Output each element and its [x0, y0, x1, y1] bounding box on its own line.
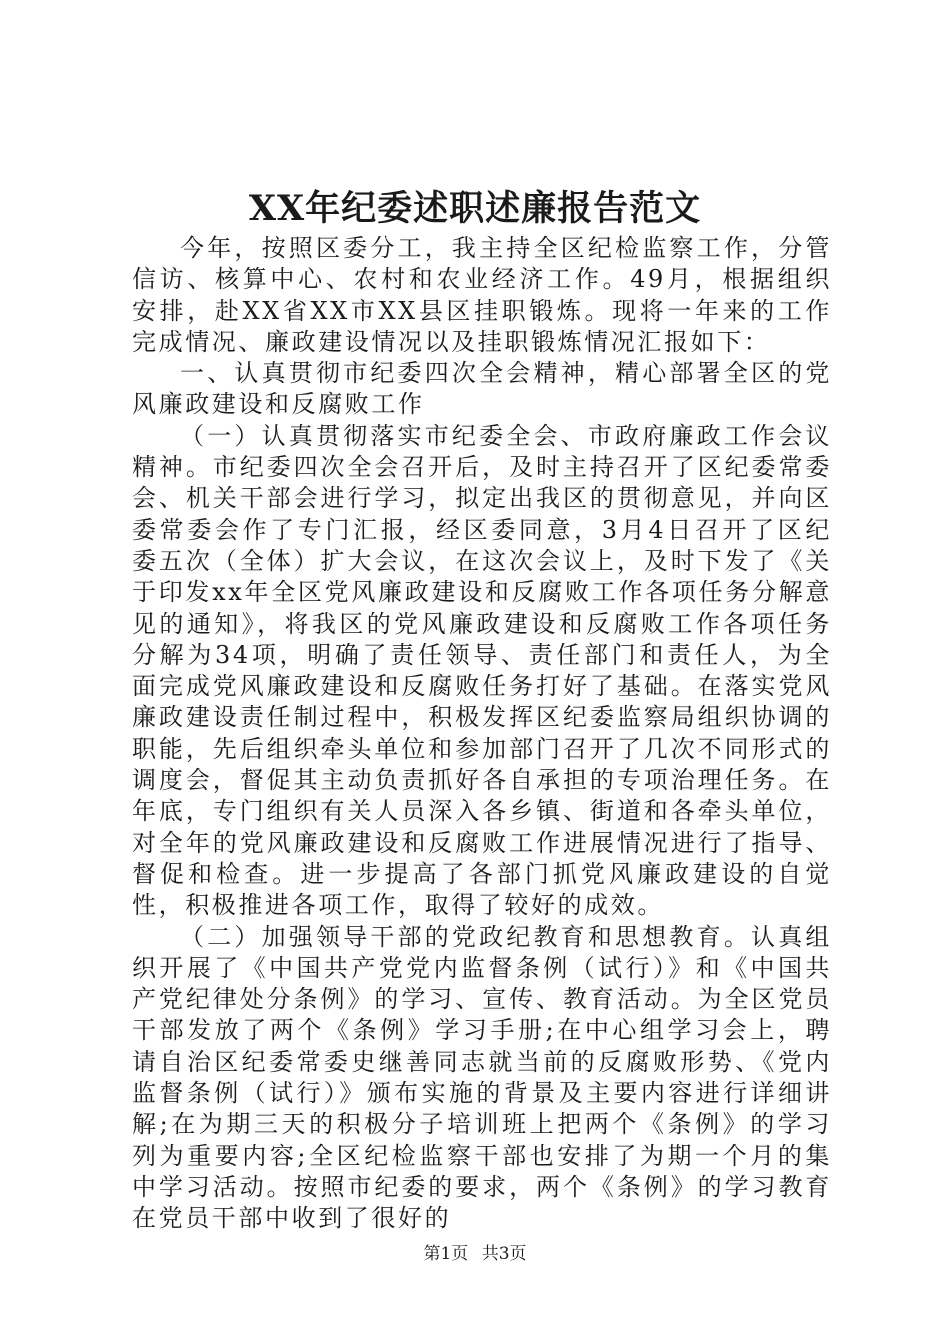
page-total: 共3页: [481, 1244, 527, 1264]
paragraph-subsection-1: （一）认真贯彻落实市纪委全会、市政府廉政工作会议精神。市纪委四次全会召开后，及时主持召开了区纪委常委会、机关干部会进行学习，拟定出我区的贯彻意见，并向区委常委会作了专门汇报，经区委同意，3月4日召开了区纪委五次（全体）扩大会议，在这次会议上，及时下发了《关于印发xx年全区党风廉政建设和反腐败工作各项任务分解意见的通知》，将我区的党风廉政建设和反腐败工作各项任务分解为34项，明确了责任领导、责任部门和责任人，为全面完成党风廉政建设和反腐败任务打好了基础。在落实党风廉政建设责任制过程中，积极发挥区纪委监察局组织协调的职能，先后组织牵头单位和参加部门召开了几次不同形式的调度会，督促其主动负责抓好各自承担的专项治理任务。在年底，专门组织有关人员深入各乡镇、街道和各牵头单位，对全年的党风廉政建设和反腐败工作进展情况进行了指导、督促和检查。进一步提高了各部门抓党风廉政建设的自觉性，积极推进各项工作，取得了较好的成效。: [132, 421, 832, 920]
document-title: XX年纪委述职述廉报告范文: [248, 188, 702, 229]
section-heading-1: 一、认真贯彻市纪委四次全会精神，精心部署全区的党风廉政建设和反腐败工作: [132, 359, 832, 419]
document-body: [132, 233, 832, 1235]
paragraph-subsection-2: （二）加强领导干部的党政纪教育和思想教育。认真组织开展了《中国共产党党内监督条例（试行）》和《中国共产党纪律处分条例》的学习、宣传、教育活动。为全区党员干部发放了两个《条例》学习手册;在中心组学习会上，聘请自治区纪委常委史继善同志就当前的反腐败形势、《党内监督条例（试行）》颁布实施的背景及主要内容进行详细讲解;在为期三天的积极分子培训班上把两个《条例》的学习列为重要内容;全区纪检监察干部也安排了为期一个月的集中学习活动。按照市纪委的要求，两个《条例》的学习教育在党员干部中收到了很好的: [132, 922, 832, 1233]
page-number: 第1页: [423, 1244, 469, 1264]
page-footer: [0, 1242, 950, 1266]
paragraph-intro: 今年，按照区委分工，我主持全区纪检监察工作，分管信访、核算中心、农村和农业经济工作。49月，根据组织安排，赴XX省XX市XX县区挂职锻炼。现将一年来的工作完成情况、廉政建设情况以及挂职锻炼情况汇报如下：: [132, 234, 832, 356]
